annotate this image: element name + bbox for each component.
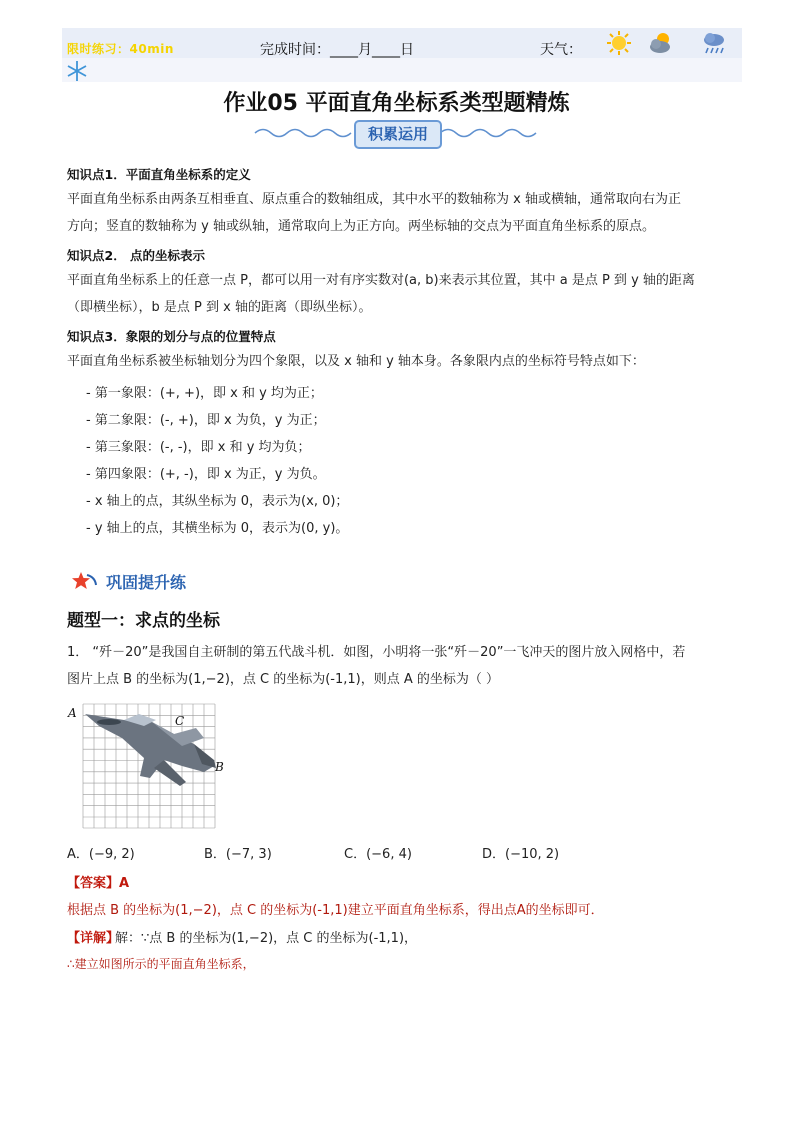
quadrant-item: - 第二象限：(-, +)，即 x 为负，y 为正； — [86, 413, 326, 428]
detail-text: 解：∵点 B 的坐标为(1,−2)，点 C 的坐标为(-1,1)， — [115, 931, 418, 946]
knowledge-3-line-1: 平面直角坐标系被坐标轴划分为四个象限，以及 x 轴和 y 轴本身。各象限内点的坐标符号特点如下： — [67, 354, 645, 369]
jet-image — [85, 714, 216, 786]
knowledge-3-heading: 知识点3．象限的划分与点的位置特点 — [67, 329, 276, 344]
sunny-icon — [606, 30, 632, 56]
option-a[interactable]: A．(−9, 2) — [67, 847, 135, 862]
option-d[interactable]: D．(−10, 2) — [482, 847, 560, 862]
quadrant-item: - 第四象限：(+, -)，即 x 为正，y 为负。 — [86, 467, 326, 482]
snowflake-icon — [66, 60, 88, 82]
detail-label: 【详解】 — [67, 931, 120, 946]
section-banner: 积累运用 — [354, 120, 442, 149]
question-line-2: 图片上点 B 的坐标为(1,−2)，点 C 的坐标为(-1,1)，则点 A 的坐标为（ ） — [67, 672, 500, 687]
question-line-1: 1． “歼－20”是我国自主研制的第五代战斗机．如图，小明将一张“歼－20”一飞冲天的图片放入网格中，若 — [67, 645, 686, 660]
jet-grid-figure — [64, 698, 224, 836]
knowledge-1-heading: 知识点1．平面直角坐标系的定义 — [67, 167, 251, 182]
quadrant-item: - 第一象限：(+, +)，即 x 和 y 均为正； — [86, 386, 323, 401]
timer-label: 限时练习：40min — [67, 42, 174, 56]
knowledge-1-line-2: 方向；竖直的数轴称为 y 轴或纵轴，通常取向上为正方向。两坐标轴的交点为平面直角坐标系的原点。 — [67, 219, 655, 234]
rain-icon — [701, 30, 727, 56]
therefore-text: ∴建立如图所示的平面直角坐标系， — [67, 957, 255, 971]
weather-label: 天气： — [540, 42, 582, 58]
knowledge-2-heading: 知识点2． 点的坐标表示 — [67, 248, 206, 263]
option-b[interactable]: B．(−7, 3) — [204, 847, 272, 862]
knowledge-1-line-1: 平面直角坐标系由两条互相垂直、原点重合的数轴组成，其中水平的数轴称为 x 轴或横轴，通常取向右为正 — [67, 192, 681, 207]
header-band-lower — [62, 58, 742, 82]
option-c[interactable]: C．(−6, 4) — [344, 847, 412, 862]
quadrant-item: - y 轴上的点，其横坐标为 0，表示为(0, y)。 — [86, 521, 349, 536]
point-c-label: C — [175, 714, 185, 728]
star-icon — [72, 571, 98, 591]
quadrant-item: - 第三象限：(-, -)，即 x 和 y 均为负； — [86, 440, 311, 455]
finish-time-label: 完成时间：____月____日 — [260, 42, 414, 58]
question-type-heading: 题型一：求点的坐标 — [67, 611, 220, 631]
knowledge-2-line-2: （即横坐标），b 是点 P 到 x 轴的距离（即纵坐标）。 — [67, 300, 372, 315]
answer-label: 【答案】A — [67, 876, 130, 891]
section-heading: 巩固提升练 — [106, 573, 187, 592]
answer-analysis: 根据点 B 的坐标为(1,−2)，点 C 的坐标为(-1,1)建立平面直角坐标系，得出点A的坐标即可． — [67, 903, 604, 918]
quadrant-item: - x 轴上的点，其纵坐标为 0，表示为(x, 0)； — [86, 494, 349, 509]
partly-cloudy-icon — [648, 30, 674, 56]
knowledge-2-line-1: 平面直角坐标系上的任意一点 P，都可以用一对有序实数对(a, b)来表示其位置，其中 a 是点 P 到 y 轴的距离 — [67, 273, 695, 288]
point-b-label: B — [215, 760, 224, 774]
page-title: 作业05 平面直角坐标系类型题精炼 — [223, 91, 570, 116]
point-a-label: A — [68, 706, 77, 720]
